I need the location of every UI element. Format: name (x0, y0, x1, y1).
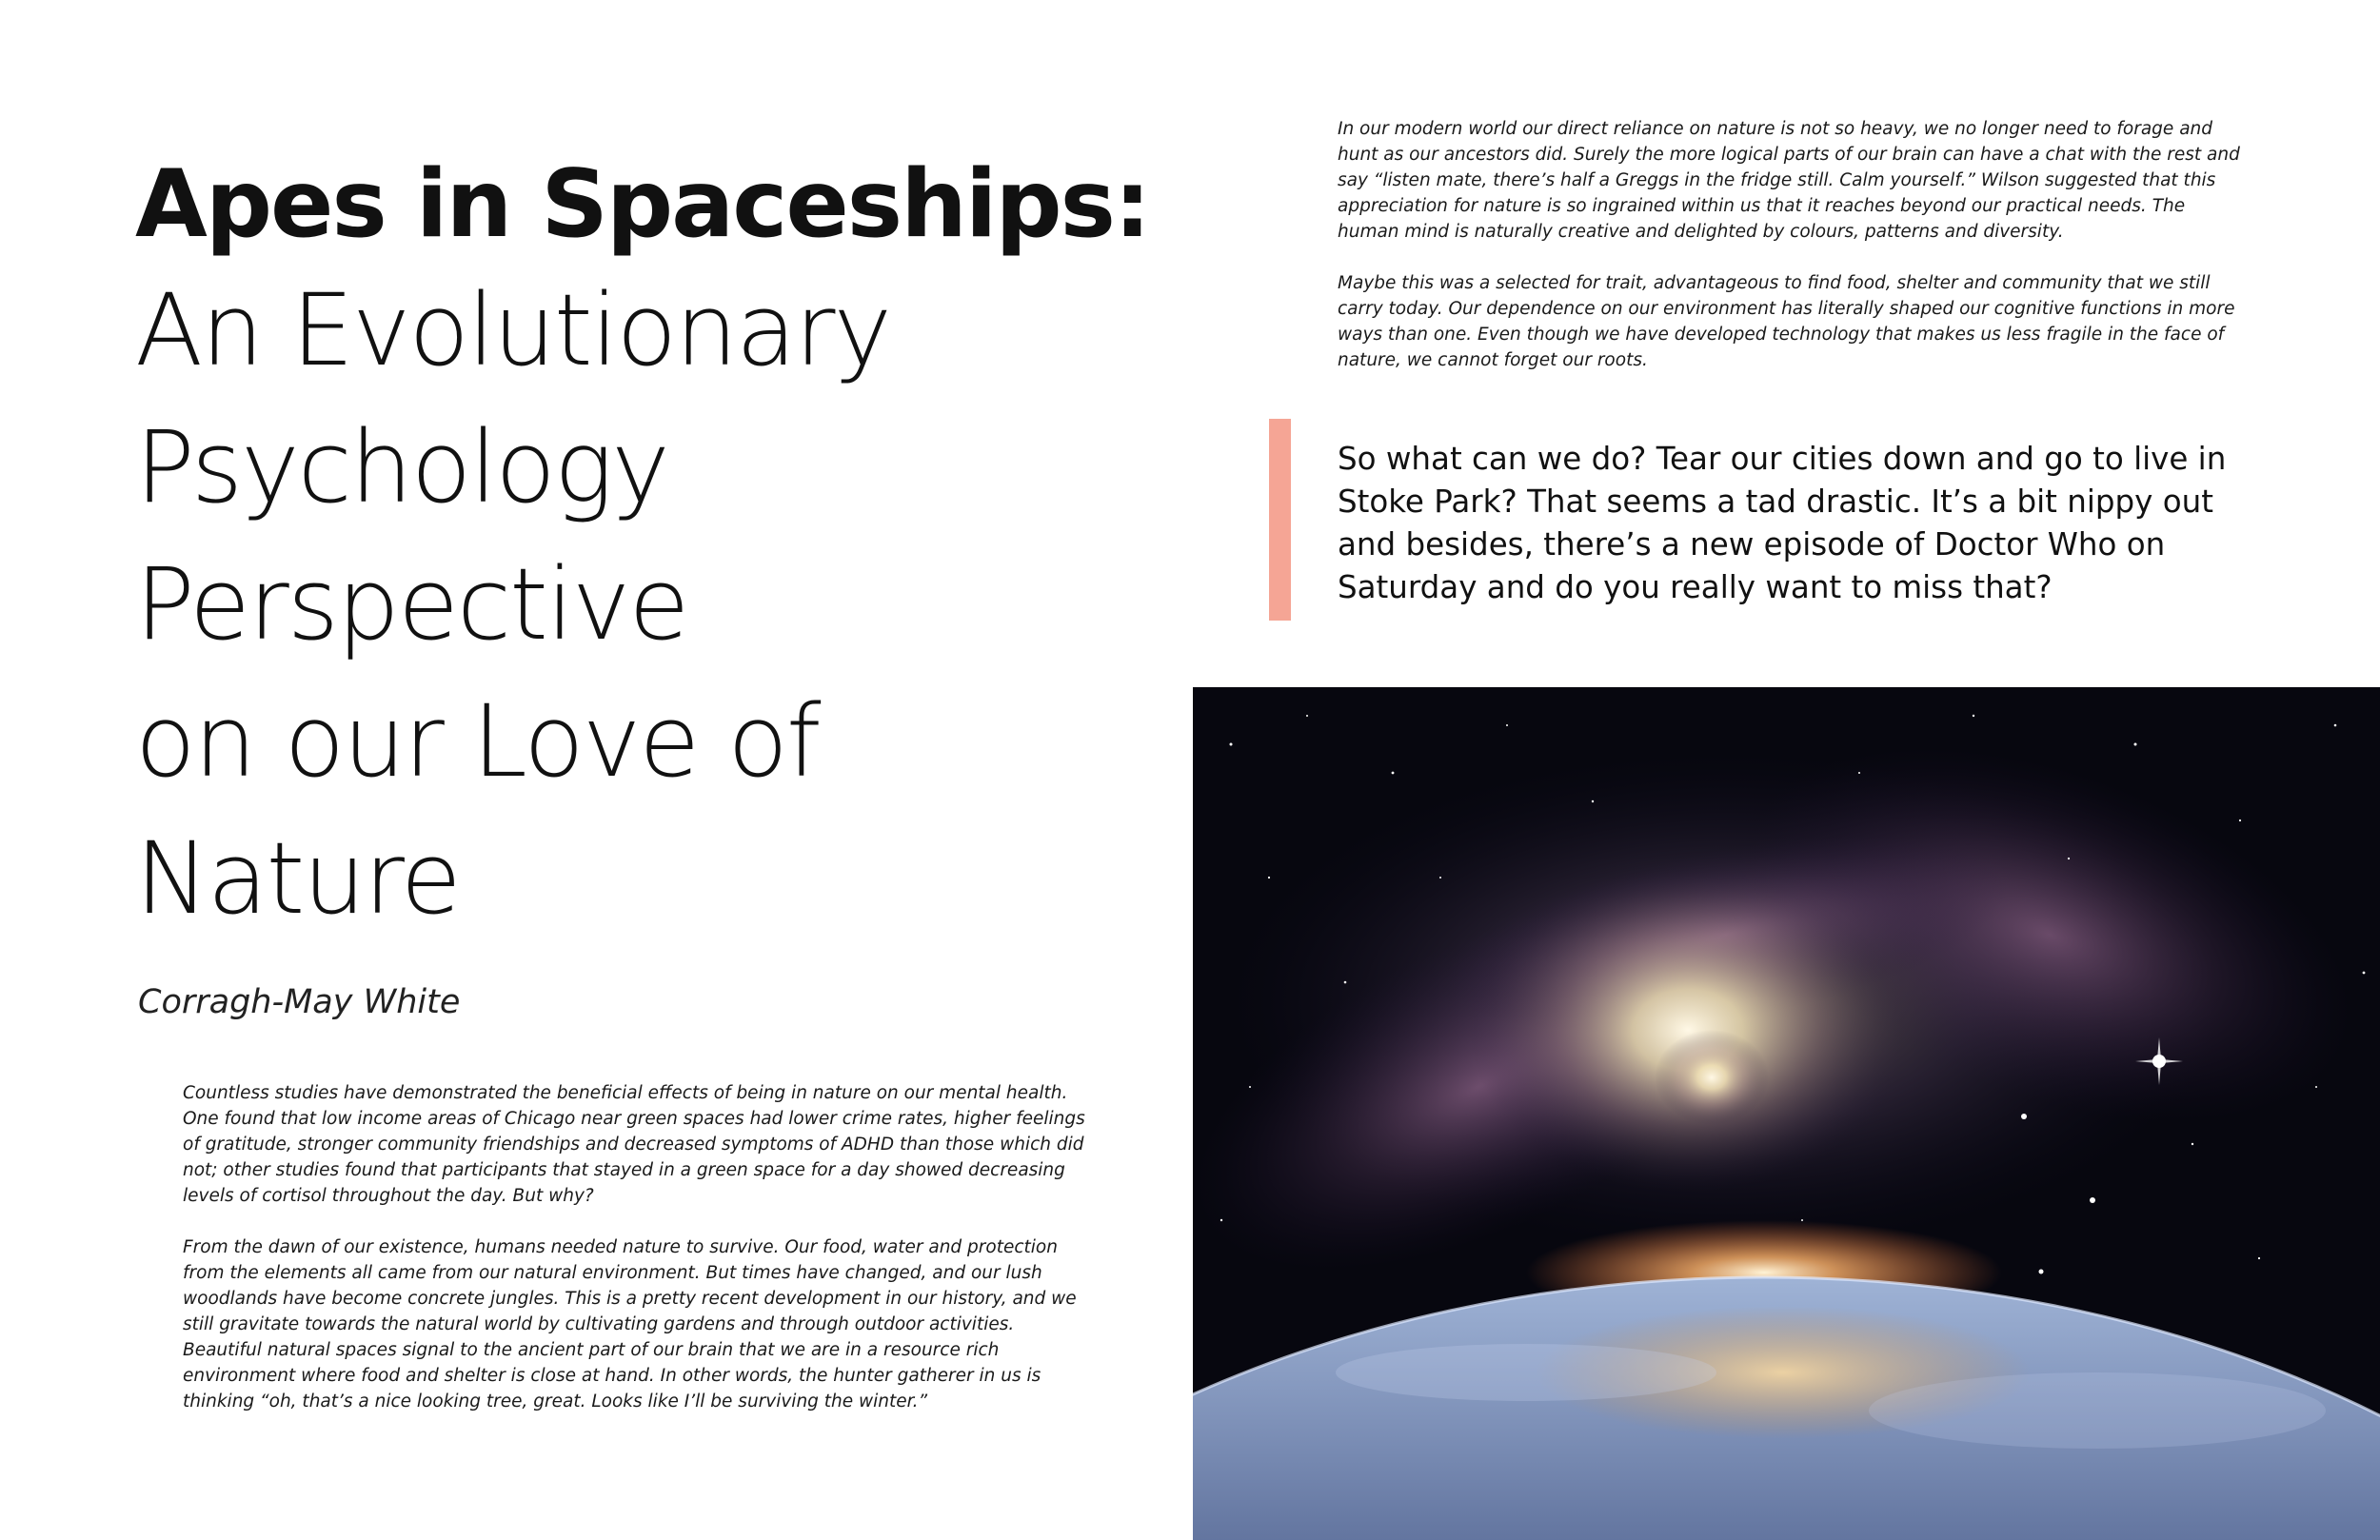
title-line: Perspective (135, 546, 688, 662)
title-bold-line: Apes in Spaceships: (135, 150, 1150, 259)
title-line: Nature (135, 820, 460, 937)
title-line: on our Love of (135, 683, 820, 800)
body-text-right-column (1338, 116, 2242, 399)
pull-quote: So what can we do? Tear our cities down and go to live in Stoke Park? That seems a tad drastic. It’s a bit nippy out and besides, there’s a new episode of Doctor Who on Saturday and do you really want to miss that? (1338, 441, 2227, 605)
article-title (135, 148, 1182, 947)
body-paragraph: Countless studies have demonstrated the beneficial effects of being in nature on our mental health. One found that low income areas of Chicago near green spaces had lower crime rates, higher feelings of gratitude, stronger community friendships and decreased symptoms of ADHD than those which did not; other studies found that participants that stayed in a green space for a day showed decreasing levels of cortisol throughout the day. But why? (183, 1083, 1085, 1206)
title-subtitle (135, 262, 1182, 947)
author-byline: Corragh-May White (138, 983, 461, 1021)
title-line: Psychology (135, 409, 668, 525)
galaxy-illustration (1193, 687, 2380, 1540)
title-line: An Evolutionary (135, 272, 891, 388)
body-text-left-column (183, 1080, 1085, 1440)
body-paragraph: From the dawn of our existence, humans needed nature to survive. Our food, water and protection from the elements all came from our natural environment. But times have changed, and our lush woodlands have become concrete jungles. This is a pretty recent development in our history, and we still gravitate towards the natural world by cultivating gardens and through outdoor activities. Beautiful natural spaces signal to the ancient part of our brain that we are in a resource rich environment where food and shelter is close at hand. In other words, the hunter gatherer in us is thinking “oh, that’s a nice looking tree, great. Looks like I’ll be surviving the winter.” (183, 1237, 1077, 1412)
galaxy-earth-image (1193, 687, 2380, 1540)
body-paragraph: Maybe this was a selected for trait, advantageous to find food, shelter and community that we still carry today. Our dependence on our environment has literally shaped our cognitive functions in more ways than one. Even though we have developed technology that makes us less fragile in the face of nature, we cannot forget our roots. (1338, 273, 2235, 370)
body-paragraph: In our modern world our direct reliance on nature is not so heavy, we no longer need to forage and hunt as our ancestors did. Surely the more logical parts of our brain can have a chat with the rest and say “listen mate, there’s half a Greggs in the fridge still. Calm yourself.” Wilson suggested that this appreciation for nature is so ingrained within us that it reaches beyond our practical needs. The human mind is naturally creative and delighted by colours, patterns and diversity. (1338, 119, 2240, 242)
pull-quote-accent-bar (1269, 419, 1291, 621)
